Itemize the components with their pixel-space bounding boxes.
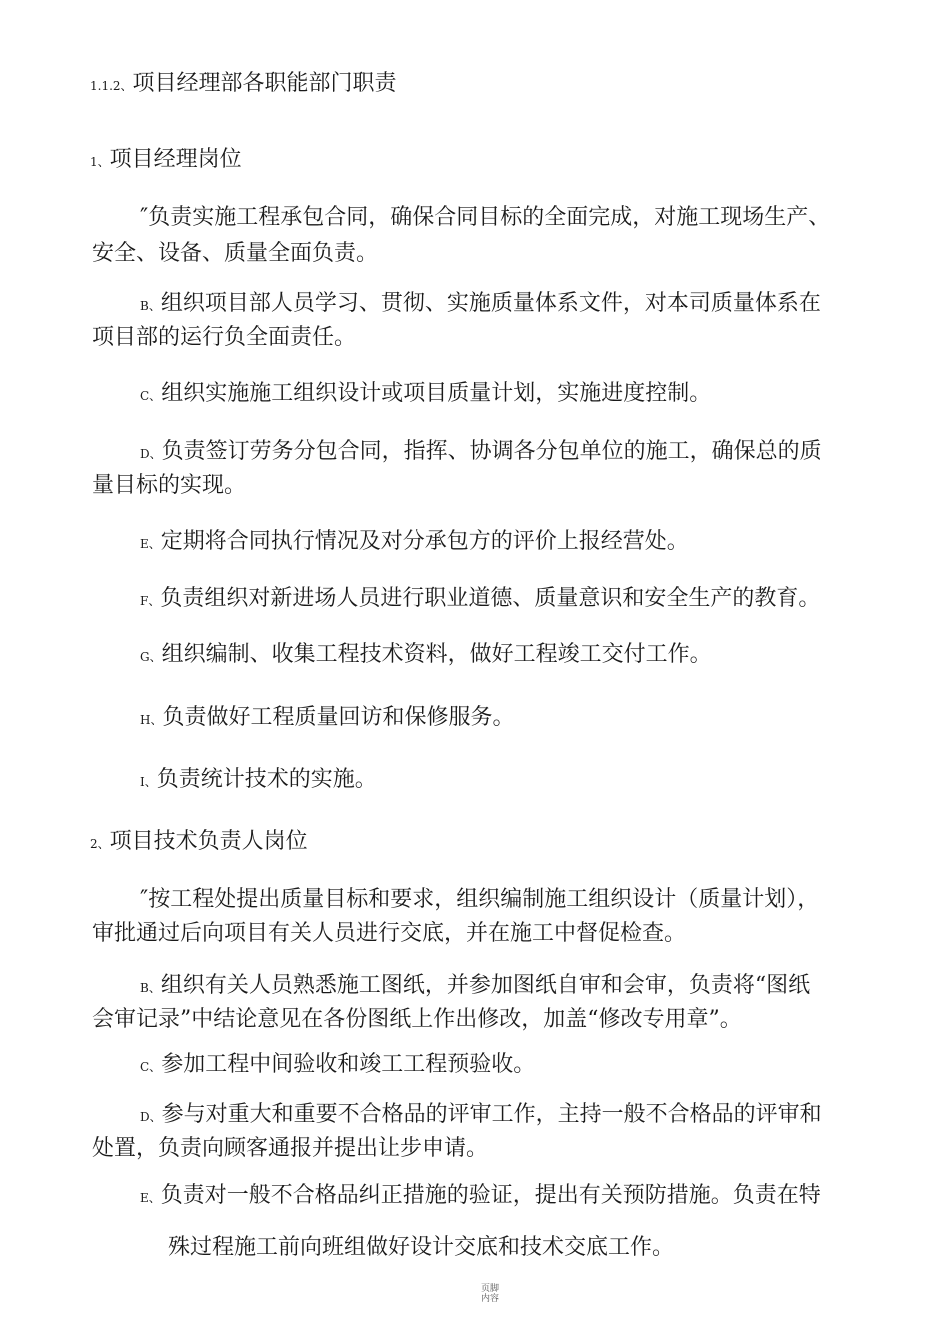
section-title: 项目经理部各职能部门职责 (132, 71, 397, 96)
role2-item-e-line2: 殊过程施工前向班组做好设计交底和技术交底工作。 (168, 1235, 675, 1260)
item-marker: E、 (140, 1191, 161, 1205)
item-text: 参与对重大和重要不合格品的评审工作，主持一般不合格品的评审和 (161, 1102, 822, 1127)
role1-item-b-line2: 项目部的运行负全面责任。 (92, 325, 357, 350)
role1-item-d (140, 438, 822, 468)
role1-heading (90, 146, 242, 176)
role1-item-h (140, 704, 514, 734)
role2-item-c (140, 1051, 535, 1081)
item-marker: C、 (140, 389, 162, 403)
item-marker: G、 (140, 650, 162, 664)
item-marker: H、 (140, 713, 163, 727)
footer-line2: 内容 (480, 1294, 499, 1304)
item-marker: D、 (140, 1110, 162, 1124)
item-marker: D、 (140, 447, 162, 461)
role1-number: 1、 (90, 155, 110, 169)
role1-item-d-line2: 量目标的实现。 (92, 473, 247, 498)
item-text: 负责做好工程质量回访和保修服务。 (162, 705, 515, 730)
role1-item-i (140, 766, 377, 796)
item-marker: I、 (140, 775, 157, 789)
item-marker: B、 (140, 299, 161, 313)
role1-title: 项目经理岗位 (109, 147, 242, 172)
role2-heading (90, 828, 308, 858)
section-heading (90, 70, 397, 100)
item-text: 组织编制、收集工程技术资料，做好工程竣工交付工作。 (161, 642, 712, 667)
page-footer (0, 1284, 950, 1304)
item-marker: F、 (140, 594, 161, 608)
role2-item-b-line2: 会审记录”中结论意见在各份图纸上作出修改，加盖“修改专用章”。 (92, 1007, 742, 1032)
item-text: 参加工程中间验收和竣工工程预验收。 (161, 1052, 536, 1077)
role2-item-d (140, 1101, 822, 1131)
footer-line1: 页脚 (480, 1284, 499, 1294)
section-number: 1.1.2、 (90, 79, 133, 93)
role1-item-a-line2: 安全、设备、质量全面负责。 (92, 241, 379, 266)
item-marker: E、 (140, 537, 161, 551)
role2-item-e (140, 1182, 821, 1212)
item-text: 负责对一般不合格品纠正措施的验证，提出有关预防措施。负责在特 (160, 1183, 821, 1208)
role2-item-a-line1: ″按工程处提出质量目标和要求，组织编制施工组织设计（质量计划）， (140, 887, 820, 912)
role1-item-b (140, 290, 821, 320)
role1-item-g (140, 641, 712, 671)
item-marker: B、 (140, 981, 161, 995)
item-text: 负责统计技术的实施。 (156, 767, 377, 792)
item-text: 组织有关人员熟悉施工图纸，并参加图纸自审和会审，负责将“图纸 (160, 973, 811, 998)
item-text: 定期将合同执行情况及对分承包方的评价上报经营处。 (160, 529, 689, 554)
item-marker: C、 (140, 1060, 162, 1074)
item-text: 组织项目部人员学习、贯彻、实施质量体系文件，对本司质量体系在 (160, 291, 821, 316)
role2-number: 2、 (90, 837, 110, 851)
item-text: 组织实施施工组织设计或项目质量计划，实施进度控制。 (161, 381, 712, 406)
role1-item-f (140, 585, 820, 615)
role2-item-d-line2: 处置，负责向顾客通报并提出让步申请。 (92, 1136, 489, 1161)
item-text: 负责签订劳务分包合同，指挥、协调各分包单位的施工，确保总的质 (161, 439, 822, 464)
role2-item-a-line2: 审批通过后向项目有关人员进行交底，并在施工中督促检查。 (92, 921, 687, 946)
role1-item-a-line1: ″负责实施工程承包合同，确保合同目标的全面完成，对施工现场生产、 (140, 205, 831, 230)
item-text: 负责组织对新进场人员进行职业道德、质量意识和安全生产的教育。 (160, 586, 821, 611)
role1-item-c (140, 380, 711, 410)
role2-item-b (140, 972, 810, 1002)
role1-item-e (140, 528, 689, 558)
role2-title: 项目技术负责人岗位 (109, 829, 308, 854)
